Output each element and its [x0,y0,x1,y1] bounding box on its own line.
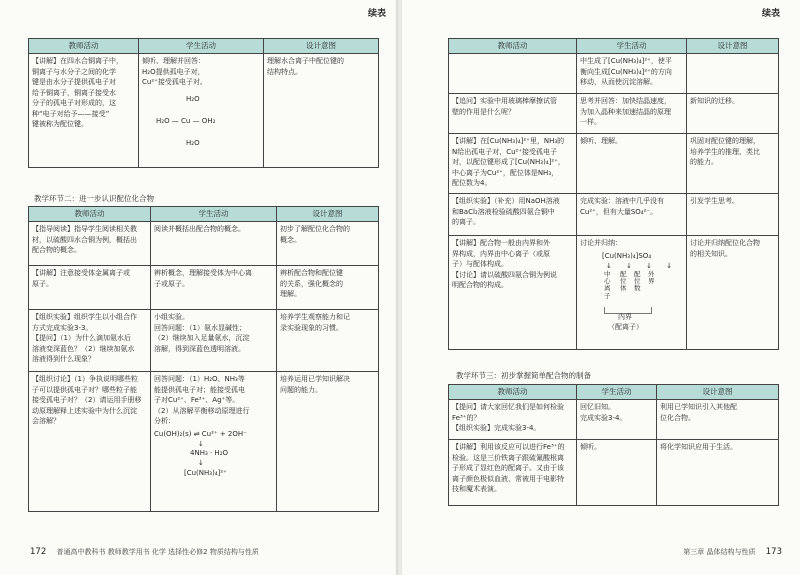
text-line: 倾听。 [580,443,601,451]
down-arrow-icon: ↓ [198,458,204,467]
equation-line-2: 4NH₃ · H₂O [190,448,229,457]
equation-line-1: Cu(OH)₂(s) ⇌ Cu²⁺ + 2OH⁻ [154,429,247,438]
text-line: 理解。 [280,290,301,298]
label-coordination-number: 配位数 [634,269,641,293]
text-line: 巩固对配位键的理解， [690,137,760,145]
text-line: 讨论并归纳： [580,239,622,247]
teacher-cell [29,266,151,310]
header-student: 学生活动 [139,39,264,54]
text-line: 培养学生观察能力和记 [280,313,350,321]
text-line: 【组织实验】完成实验3-4。 [452,424,541,432]
text-line: 对，以配位键形成了[Cu(NH₃)₄]²⁺， [452,158,565,166]
table-row [449,134,779,194]
text-line: N给出孤电子对，Cu²⁺接受孤电子 [452,147,558,156]
text-line: 技和魔术表演。 [452,485,501,493]
text-line: 配合物的概念。 [32,246,81,254]
text-line: 辨析配合物和配位键 [280,269,343,277]
text-line: 概念。 [280,235,301,244]
text-line: 的关系，强化概念的 [280,279,343,288]
text-line: 【讲解】在四水合铜离子中， [32,57,123,65]
text-line: （2）从溶解平衡移动原理进行 [154,406,250,415]
table-row [29,372,379,512]
teacher-cell [449,236,577,350]
right-table-1 [448,38,779,350]
text-line: 子或原子。 [154,279,189,288]
student-cell [577,400,657,440]
text-line: 【指导阅读】指导学生阅读相关教 [32,225,137,233]
molecule-bottom: H₂O [186,138,200,147]
text-line: 动原理解释上述实验中为什么沉淀 [32,406,137,415]
right-table-2 [448,384,779,506]
student-cell [577,134,687,194]
text-line: 【讲解】利用该反应可以进行Fe³⁺的 [452,443,565,451]
text-line: 倾听、理解。 [580,137,622,145]
header-intent: 设计意图 [264,39,379,54]
text-line: 方式完成实验3-3。 [32,323,93,332]
table-row [449,94,779,134]
teacher-cell [29,310,151,372]
text-line: 为加入晶种来加速结晶的原理 [580,107,671,116]
intent-cell [277,372,379,512]
student-cell [151,266,277,310]
text-line: 录实验现象的习惯。 [280,323,343,332]
text-line: 的离子。 [452,218,480,226]
text-line: 回忆旧知。 [580,403,615,411]
table-row [449,236,779,350]
teacher-cell [449,94,577,134]
teacher-cell [29,54,139,168]
text-line: 回答问题：（1）氨水显碱性； [154,323,246,332]
left-footer [30,547,259,557]
continued-label-right: 续表 [761,9,780,19]
page-number: 173 [765,547,782,557]
molecule-diagram [156,94,260,148]
equilibrium-equation [154,429,273,479]
equation-line-3: [Cu(NH₃)₄]²⁺ [184,468,227,477]
right-footer [683,547,782,557]
text-line: 【组织实验】组织学生以小组合作 [32,313,137,321]
table-row [29,54,379,168]
header-student: 学生活动 [577,39,687,54]
text-line: 键被称为配位键。 [32,120,88,128]
text-line: 倾听、理解并回答： [142,57,205,65]
header-teacher: 教师活动 [449,385,577,400]
teacher-cell [449,194,577,236]
intent-cell [687,236,779,350]
intent-cell [687,54,779,94]
text-line: 结构特点。 [267,67,302,76]
header-intent: 设计意图 [277,207,379,222]
table-header-row [449,385,779,400]
text-line: 新知识的迁移。 [690,97,739,105]
text-line: 接受孤电子对？（2）请运用手册移 [32,396,142,404]
text-line: 回答问题：（1）H₂O、NH₃等 [154,375,245,383]
text-line: 理解水合离子中配位键的 [267,57,344,65]
text-line: 思考并回答：加快结晶速度， [580,97,671,105]
text-line: 种“电子对给予——接受” [32,109,110,118]
label-complex-ion: （配离子） [608,322,643,331]
student-cell [151,222,277,266]
text-line: 移动，从而使沉淀溶解。 [580,78,657,86]
table-row [29,310,379,372]
student-cell [151,310,277,372]
label-central-ion: 中心离子 [604,269,611,300]
student-cell [577,236,687,350]
text-line: 【讲解】在[Cu(NH₃)₄]²⁺里，NH₃的 [452,137,565,145]
text-line: 将化学知识应用于生活。 [660,443,737,451]
text-line: 子可以提供孤电子对？哪些粒子能 [32,385,137,394]
text-line: 辨析概念，理解接受体为中心离 [154,269,252,277]
text-line: 的相关知识。 [690,249,732,258]
text-line: 界构成，内界由中心离子（或原 [452,249,550,258]
table-row [449,440,779,506]
chapter-title: 第三章 晶体结构与性质 [683,548,756,556]
section-heading-2: 教学环节二：进一步认识配位化合物 [34,194,154,203]
teacher-cell [29,372,151,512]
text-line: 分析： [154,417,175,425]
text-line: 讨论并归纳配位化合物 [690,239,760,247]
student-cell [577,54,687,94]
continued-label-left: 续表 [367,9,386,19]
text-line: 配位数为4。 [452,179,492,187]
student-cell [139,54,264,168]
text-line: 溶液变深蓝色？（2）继续加氨水 [32,344,135,353]
text-line: 【组织实验】（补充）用NaOH溶液 [452,197,560,205]
text-line: 明配合物的构成。 [452,281,508,289]
student-cell [151,372,277,512]
text-line: 引发学生思考。 [690,197,739,205]
text-line: 利用已学知识引入其他配 [660,403,737,411]
text-line: 一样。 [580,118,601,126]
header-teacher: 教师活动 [449,39,577,54]
text-line: 检验。这是三价铁离子跟硫氰酸根离 [452,453,564,462]
teacher-cell [449,400,577,440]
text-line: 给予铜离子，铜离子接受水 [32,88,116,97]
table-header-row [29,39,379,54]
text-line: 完成实验：溶液中几乎没有 [580,197,664,205]
text-line: Cu²⁺，但有大量SO₄²⁻。 [580,207,658,216]
text-line: 衡向生成[Cu(NH₃)₄]²⁺的方向 [580,67,672,76]
teacher-cell [449,440,577,506]
text-line: Cu²⁺接受孤电子对。 [142,78,207,86]
table-header-row [29,207,379,222]
intent-cell [277,310,379,372]
text-line: 分子的孤电子对形成的，这 [32,99,116,107]
intent-cell [277,266,379,310]
text-line: 原子。 [32,279,53,288]
text-line: 【追问】实验中用玻璃棒摩擦试管 [452,97,557,105]
text-line: 问题的能力。 [280,385,322,394]
intent-cell [264,54,379,168]
text-line: 【讲解】配合物一般由内界和外 [452,239,550,247]
intent-cell [277,222,379,266]
label-ligand: 配位体 [620,269,627,293]
teacher-cell [449,54,577,94]
text-line: 离子颜色极似血液，常被用于电影特 [452,474,564,483]
text-line: 完成实验3-4。 [580,413,627,422]
header-teacher: 教师活动 [29,39,139,54]
molecule-top: H₂O [186,94,200,103]
text-line: 【讲解】注意接受体金属离子或 [32,269,130,277]
text-line: 【提问】（1）为什么滴加氨水后 [32,334,131,342]
complex-formula: [Cu(NH₃)₄]SO₄ [602,251,652,260]
text-line: 材，以硫酸四水合铜为例，概括出 [32,235,137,244]
table-row [449,400,779,440]
text-line: 会溶解？ [32,417,60,425]
text-line: 阅读并概括出配合物的概念。 [154,225,245,233]
label-outer-sphere: 外界 [648,269,655,285]
text-line: （2）继续加入足量氨水，沉淀 [154,334,250,342]
text-line: 子形成了显红色的配离子。又由于该 [452,464,564,472]
right-page [402,0,800,575]
text-line: 子）与配体构成。 [452,260,508,268]
student-cell [577,94,687,134]
text-line: 溶液得到什么现象？ [32,355,95,363]
text-line: 【讨论】请以硫酸四氨合铜为例说 [452,270,557,279]
text-line: 铜离子与水分子之间的化学 [32,67,116,76]
text-line: 【提问】请大家回忆我们是如何检验 [452,403,564,411]
page-number: 172 [30,547,47,557]
text-line: Fe³⁺的？ [452,413,481,422]
molecule-middle: H₂O — Cu — OH₂ [156,116,216,125]
left-table-2 [28,206,379,512]
complex-structure-diagram [596,249,683,333]
text-line: 培养学生的推理、类比 [690,147,760,156]
text-line: 培养运用已学知识解决 [280,375,350,383]
text-line: 溶解，得到深蓝色透明溶液。 [154,344,245,353]
text-line: 键是由水分子提供孤电子对 [32,78,116,86]
header-intent: 设计意图 [687,39,779,54]
intent-cell [657,400,779,440]
table-row [29,266,379,310]
teacher-cell [449,134,577,194]
text-line: 和BaCl₂溶液检验硫酸四氨合铜中 [452,207,555,216]
text-line: 能提供孤电子对；能接受孤电 [154,385,245,394]
header-student: 学生活动 [151,207,277,222]
table-header-row [449,39,779,54]
down-arrow-icon: ↓ ↓ ↓ ↓ [606,261,679,270]
down-arrow-icon: ↓ [198,439,204,448]
table-row [449,194,779,236]
left-page [0,0,398,575]
intent-cell [687,134,779,194]
text-line: 小组实验。 [154,313,189,321]
header-teacher: 教师活动 [29,207,151,222]
text-line: 壁的作用是什么呢？ [452,107,515,116]
intent-cell [687,94,779,134]
label-inner-sphere: 内界 [618,312,632,321]
text-line: 初步了解配位化合物的 [280,225,350,233]
student-cell [577,194,687,236]
text-line: 的能力。 [690,158,718,166]
text-line: 中生成了[Cu(NH₃)₄]²⁺，使平 [580,57,672,65]
text-line: 【组织讨论】（1）争执说明哪些粒 [32,375,138,383]
section-heading-3: 教学环节三：初步掌握简单配合物的制备 [456,371,591,380]
left-table-1 [28,38,379,168]
text-line: 中心离子为Cu²⁺，配位体是NH₃， [452,168,559,177]
header-student: 学生活动 [577,385,657,400]
intent-cell [657,440,779,506]
intent-cell [687,194,779,236]
book-title: 普通高中教科书 教师教学用书 化学 选择性必修2 物质结构与性质 [56,548,259,556]
text-line: H₂O提供孤电子对， [142,67,205,76]
text-line: 子对Cu²⁺、Fe³⁺、Ag⁺等。 [154,396,240,404]
table-row [449,54,779,94]
student-cell [577,440,657,506]
teacher-cell [29,222,151,266]
table-row [29,222,379,266]
header-intent: 设计意图 [657,385,779,400]
text-line: 位化合物。 [660,413,695,422]
